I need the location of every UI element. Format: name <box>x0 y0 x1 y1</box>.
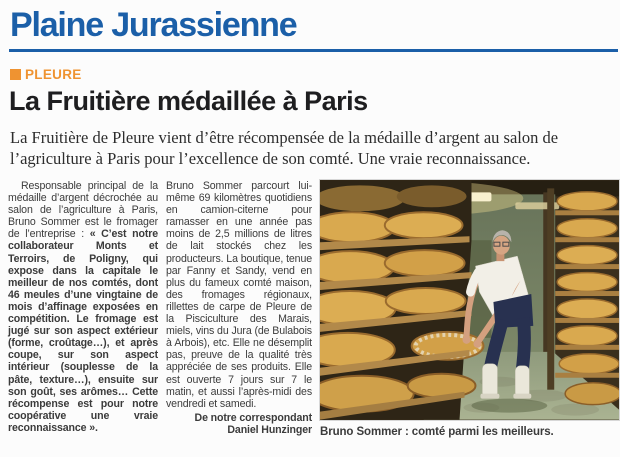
article-body <box>8 180 620 438</box>
byline-role: De notre correspondant <box>194 411 312 424</box>
paragraph-quote: « C’est notre collaborateur Monts et Terroirs, de Poligny, qui expose dans la capitale le meilleur de nos comtés, dont 46 meules d’une vingtaine de mois d’affinage exposées en compétition. Le fromage est jugé sur son aspect extérieur (forme, croûtage…), et après coupe, sur son aspect intérieur (souplesse de la pâte, texture…), ensuite sur son goût, ses arômes… Cette récompense est pour notre coopérative une vraie reconnaissance ». <box>8 228 158 434</box>
cheese-rack-left <box>320 180 483 419</box>
headline: La Fruitière médaillée à Paris <box>9 86 368 116</box>
lede-paragraph: La Fruitière de Pleure vient d’être récompensée de la médaille d’argent au salon de l’agriculture à Paris pour l’excellence de son comté. Une vraie reconnaissance. <box>10 128 559 168</box>
section-rule <box>9 49 618 52</box>
section-title: Plaine Jurassienne <box>10 6 297 44</box>
kicker-label: PLEURE <box>25 67 82 82</box>
photo-figure <box>320 180 620 438</box>
column-left <box>8 180 158 438</box>
column-middle <box>166 180 312 438</box>
cheese-cellar-photo <box>320 180 619 420</box>
body-paragraph-2: Bruno Sommer parcourt lui-même 69 kilomètres quotidiens en camion-citerne pour ramasser en une année pas moins de 2,5 millions de litres de lait stockés chez les producteurs. La boutique, tenue par Fanny et Sandy, vend en plus du fameux comté maison, des fromages régionaux, rillettes de carpe de Pleure de la Pisciculture des Marais, miels, vins du Jura (de Bulabois à Arbois), etc. Elle ne désemplit pas, preuve de la qualité très appréciée de ses produits. Elle est ouverte 7 jours sur 7 le matin, et aussi l’après-midi des vendredi et samedi. <box>166 180 312 410</box>
body-paragraph-1 <box>8 180 158 434</box>
photo-caption: Bruno Sommer : comté parmi les meilleurs. <box>320 426 554 438</box>
paragraph-intro: Responsable principal de la médaille d’argent décrochée au salon de l’agriculture à Paris, Bruno Sommer est le fromager de l’entreprise : <box>8 180 158 241</box>
kicker-square-icon <box>10 69 21 80</box>
kicker <box>10 67 620 82</box>
byline-name: Daniel Hunzinger <box>227 424 312 437</box>
byline <box>166 412 312 437</box>
masthead <box>0 0 620 44</box>
